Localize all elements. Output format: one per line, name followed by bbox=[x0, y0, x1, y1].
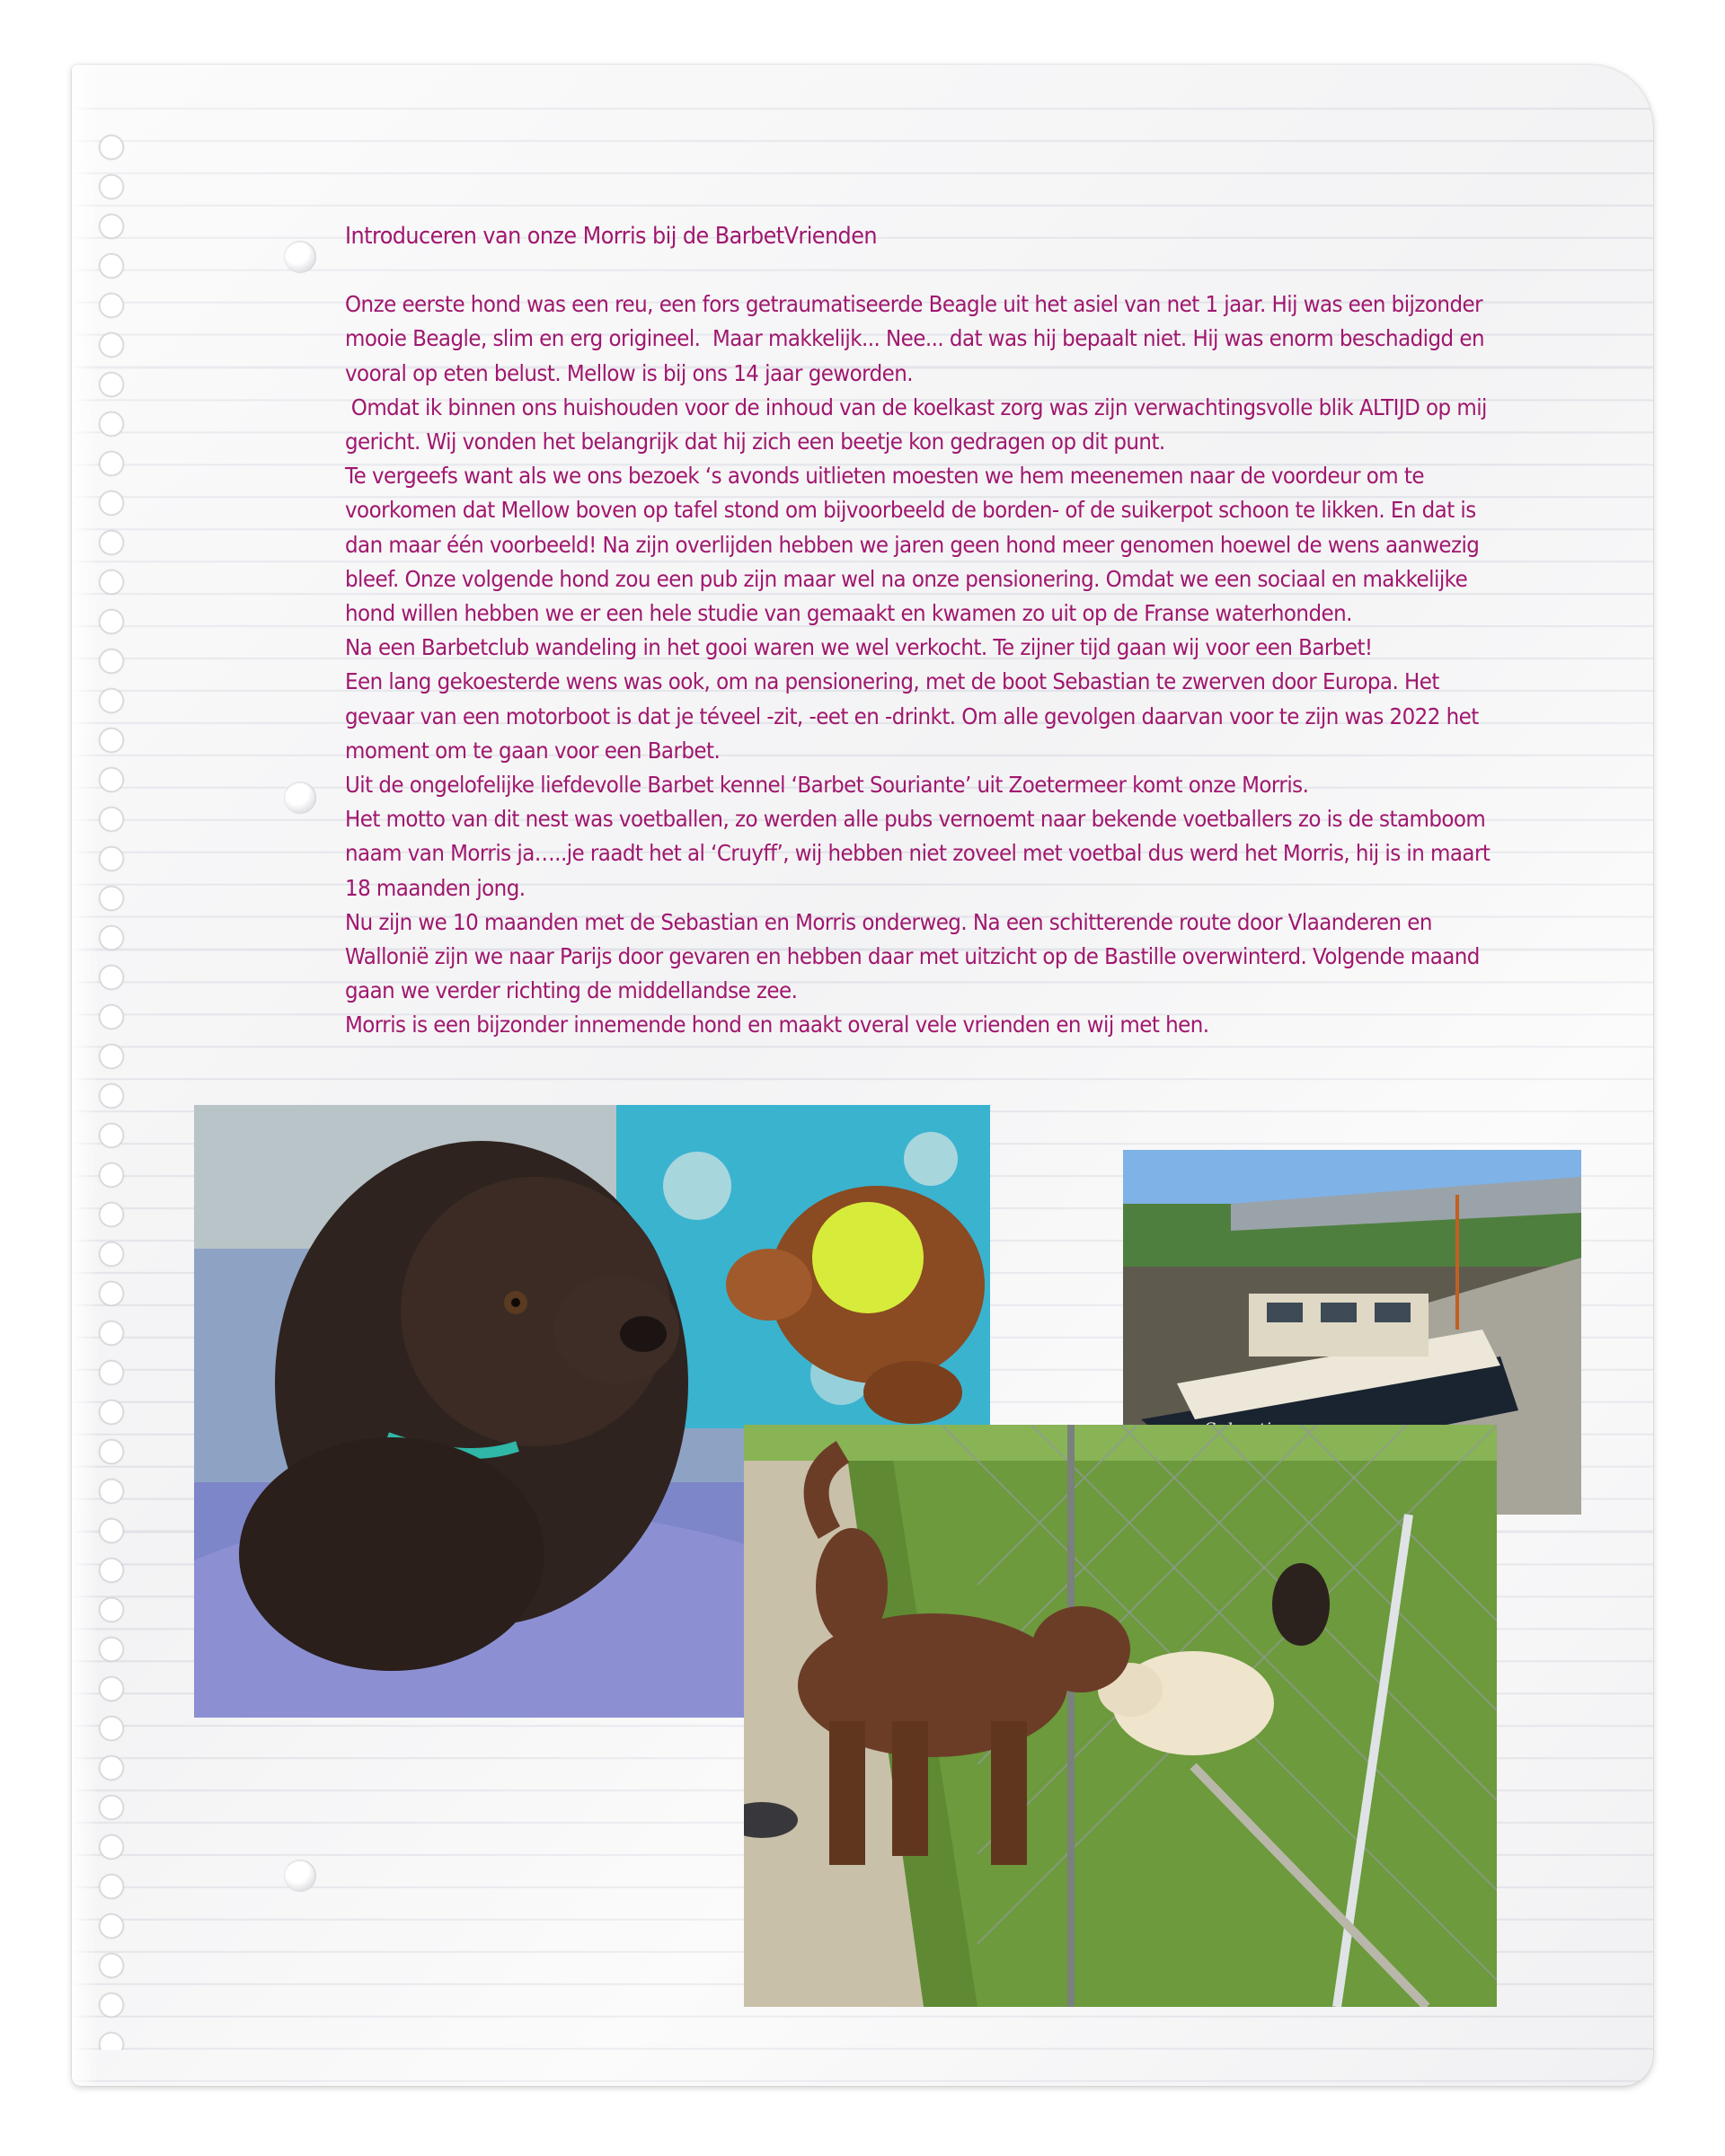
page-title: Introduceren van onze Morris bij de BarbetVrienden bbox=[345, 223, 877, 250]
punch-hole-top bbox=[284, 241, 316, 273]
dog-and-sheep-photo-image bbox=[744, 1425, 1497, 2007]
dog-and-sheep-photo bbox=[744, 1425, 1497, 2007]
paragraph: Uit de ongelofelijke liefdevolle Barbet kennel ‘Barbet Souriante’ uit Zoetermeer komt onze Morris. bbox=[345, 772, 1309, 799]
paragraph: Na een Barbetclub wandeling in het gooi waren we wel verkocht. Te zijner tijd gaan wij voor een Barbet! bbox=[345, 634, 1373, 661]
punch-hole-bottom bbox=[284, 1860, 316, 1892]
torn-paper-strip bbox=[72, 65, 99, 2086]
punch-hole-middle bbox=[284, 782, 316, 814]
paragraph: Te vergeefs want als we ons bezoek ‘s avonds uitlieten moesten we hem meenemen naar de voordeur om te voorkomen dat Mellow boven op tafel stond om bijvoorbeeld de borden- of de suikerpot schoon te likken. En dat is dan maar één voorbeeld! Na zijn overlijden hebben we jaren geen hond meer genomen hoewel de wens aanwezig bleef. Onze volgende hond zou een pub zijn maar wel na onze pensionering. Omdat we een sociaal en makkelijke hond willen hebben we er een hele studie van gemaakt en kwamen zo uit op de Franse waterhonden. bbox=[345, 463, 1486, 627]
paragraph: Onze eerste hond was een reu, een fors getraumatiseerde Beagle uit het asiel van net 1 jaar. Hij was een bijzonder mooie Beagle, slim en erg origineel. Maar makkelijk... Nee... dat was hij bepaalt niet. Hij was enorm beschadigd en vooral op eten belust. Mellow is bij ons 14 jaar geworden. bbox=[345, 291, 1491, 386]
letter-body bbox=[345, 219, 1502, 1043]
paragraph: Omdat ik binnen ons huishouden voor de inhoud van de koelkast zorg was zijn verwachtingsvolle blik ALTIJD op mij gericht. Wij vonden het belangrijk dat hij zich een beetje kon gedragen op dit punt. bbox=[345, 393, 1493, 455]
paragraph: Nu zijn we 10 maanden met de Sebastian en Morris onderweg. Na een schitterende route door Vlaanderen en Wallonië zijn we naar Parijs door gevaren en hebben daar met uitzicht op de Bastille overwinterd. Volgende maand gaan we verder richting de middellandse zee. bbox=[345, 908, 1486, 1004]
paragraph: Een lang gekoesterde wens was ook, om na pensionering, met de boot Sebastian te zwerven door Europa. Het gevaar van een motorboot is dat je téveel -zit, -eet en -drinkt. Om alle gevolgen daarvan voor te zijn was 2022 het moment om te gaan voor een Barbet. bbox=[345, 668, 1485, 764]
paragraph: Het motto van dit nest was voetballen, zo werden alle pubs vernoemt naar bekende voetballers zo is de stamboom naam van Morris ja…..je raadt het al ‘Cruyff’, wij hebben niet zoveel met voetbal dus werd het Morris, hij is in maart 18 maanden jong. bbox=[345, 806, 1497, 901]
paragraph: Morris is een bijzonder innemende hond en maakt overal vele vrienden en wij met hen. bbox=[345, 1012, 1209, 1038]
